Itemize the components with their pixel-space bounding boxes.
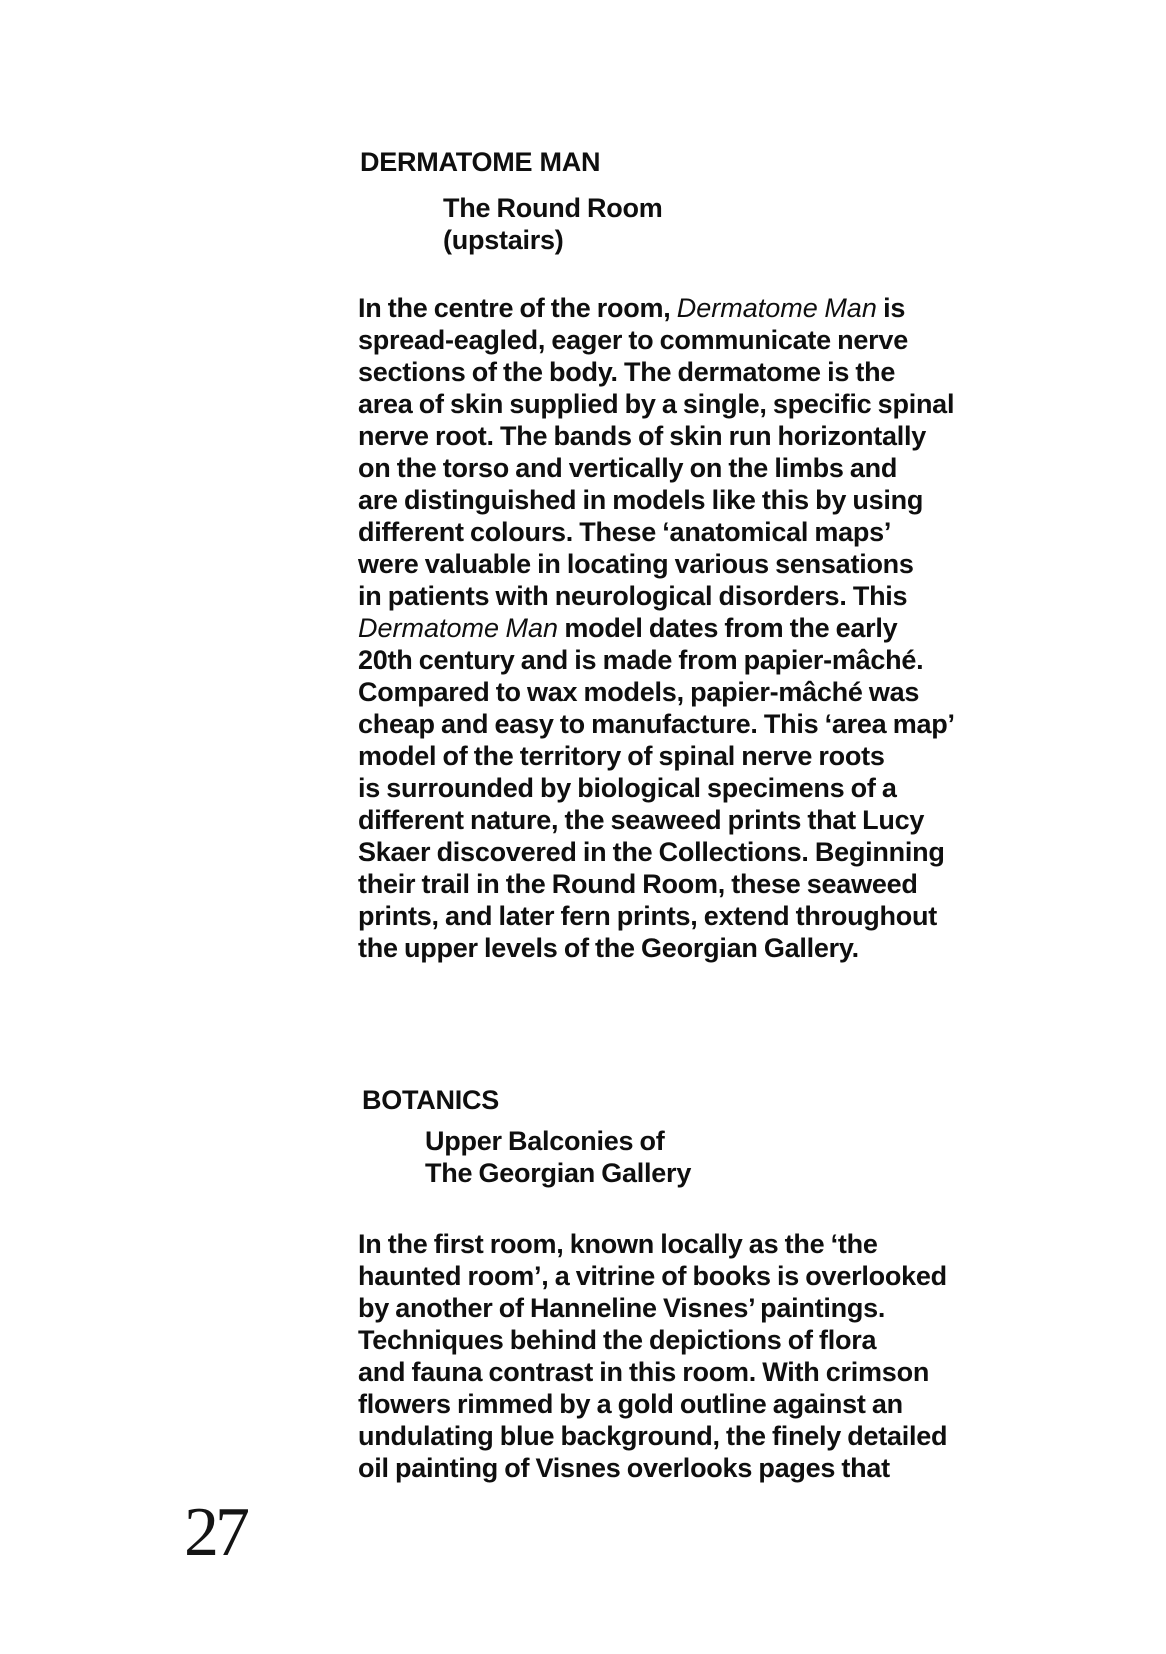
text-line xyxy=(358,420,955,452)
body-text: different colours. These ‘anatomical maps’ xyxy=(358,517,892,547)
text-line xyxy=(358,932,955,964)
section-heading-dermatome-man: DERMATOME MAN xyxy=(360,147,601,178)
text-line xyxy=(358,1228,947,1260)
text-line xyxy=(358,804,955,836)
body-text: spread-eagled, eager to communicate nerve xyxy=(358,325,908,355)
text-line xyxy=(358,836,955,868)
text-line xyxy=(358,708,955,740)
text-line xyxy=(358,1452,947,1484)
text-line xyxy=(358,452,955,484)
body-text: 20th century and is made from papier-mâché. xyxy=(358,645,924,675)
body-paragraph-botanics xyxy=(358,1228,947,1484)
body-text: were valuable in locating various sensations xyxy=(358,549,914,579)
room-subheading-round-room xyxy=(443,192,662,256)
body-text: undulating blue background, the finely detailed xyxy=(358,1421,948,1451)
body-text: In the first room, known locally as the ‘the xyxy=(358,1229,878,1259)
body-paragraph-dermatome-man xyxy=(358,292,955,964)
text-line xyxy=(358,484,955,516)
text-line xyxy=(358,612,955,644)
italic-work-title: Dermatome Man xyxy=(676,293,877,323)
body-text: oil painting of Visnes overlooks pages that xyxy=(358,1453,890,1483)
room-subheading-upper-balconies xyxy=(425,1125,691,1189)
text-line xyxy=(358,900,955,932)
body-text: is surrounded by biological specimens of a xyxy=(358,773,897,803)
text-line: (upstairs) xyxy=(443,225,564,255)
text-line xyxy=(358,580,955,612)
body-text: model of the territory of spinal nerve roots xyxy=(358,741,885,771)
text-line xyxy=(358,324,955,356)
text-line xyxy=(358,1356,947,1388)
text-line xyxy=(358,1260,947,1292)
text-line xyxy=(358,1388,947,1420)
text-line xyxy=(358,1324,947,1356)
text-line xyxy=(358,868,955,900)
body-text: cheap and easy to manufacture. This ‘area map’ xyxy=(358,709,955,739)
body-text: prints, and later fern prints, extend throughout xyxy=(358,901,938,931)
body-text: Compared to wax models, papier-mâché was xyxy=(358,677,920,707)
text-line xyxy=(358,740,955,772)
text-line xyxy=(358,548,955,580)
body-text: are distinguished in models like this by using xyxy=(358,485,924,515)
text-line: Upper Balconies of xyxy=(425,1126,665,1156)
body-text: haunted room’, a vitrine of books is overlooked xyxy=(358,1261,947,1291)
body-text: In the centre of the room, xyxy=(358,293,677,323)
text-line: The Georgian Gallery xyxy=(425,1158,692,1188)
text-line xyxy=(358,676,955,708)
page-number: 27 xyxy=(184,1494,246,1571)
body-text: on the torso and vertically on the limbs and xyxy=(358,453,898,483)
body-text: by another of Hanneline Visnes’ paintings. xyxy=(358,1293,886,1323)
text-line xyxy=(358,1292,947,1324)
body-text: Techniques behind the depictions of flora xyxy=(358,1325,877,1355)
body-text: flowers rimmed by a gold outline against an xyxy=(358,1389,903,1419)
body-text: sections of the body. The dermatome is the xyxy=(358,357,896,387)
text-line: The Round Room xyxy=(443,193,663,223)
body-text: different nature, the seaweed prints that Lucy xyxy=(358,805,925,835)
body-text: model dates from the early xyxy=(558,613,898,643)
body-text: nerve root. The bands of skin run horizontally xyxy=(358,421,927,451)
text-line xyxy=(358,1420,947,1452)
italic-work-title: Dermatome Man xyxy=(358,613,559,643)
body-text: is xyxy=(876,293,906,323)
body-text: and fauna contrast in this room. With crimson xyxy=(358,1357,930,1387)
body-text: their trail in the Round Room, these seaweed xyxy=(358,869,918,899)
section-heading-botanics: BOTANICS xyxy=(362,1085,499,1116)
body-text: area of skin supplied by a single, specific spinal xyxy=(358,389,955,419)
text-line xyxy=(358,356,955,388)
body-text: in patients with neurological disorders. This xyxy=(358,581,908,611)
text-line xyxy=(358,644,955,676)
body-text: Skaer discovered in the Collections. Beginning xyxy=(358,837,945,867)
text-line xyxy=(358,516,955,548)
body-text: the upper levels of the Georgian Gallery. xyxy=(358,933,859,963)
text-line xyxy=(358,772,955,804)
text-line xyxy=(358,292,955,324)
text-line xyxy=(358,388,955,420)
